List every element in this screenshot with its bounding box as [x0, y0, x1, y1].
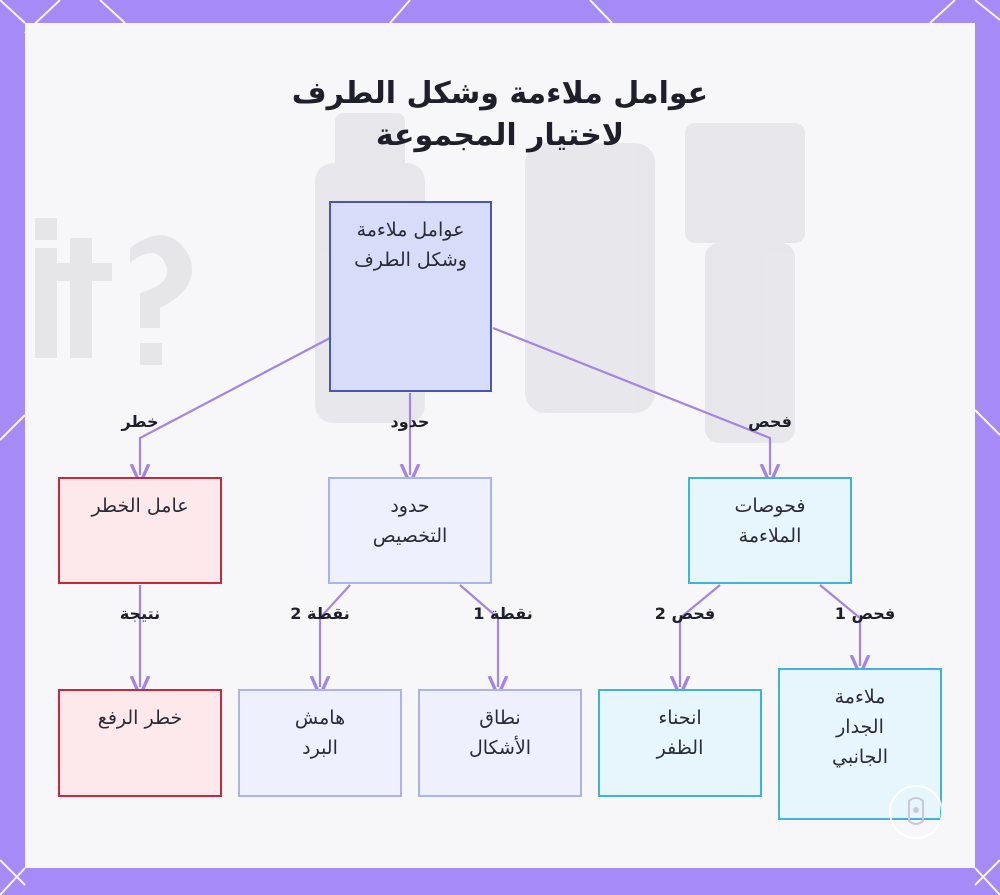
node-shape-range[interactable]: [418, 689, 582, 797]
connector-checks-curve: [680, 585, 720, 687]
edge-label-check-2: فحص 2: [654, 604, 716, 623]
diagram-card: [25, 23, 975, 868]
watermark-badge-icon: [887, 783, 945, 841]
connector-limits-cold: [320, 585, 350, 687]
connector-limits-shape: [460, 585, 498, 687]
node-lift-risk-label: خطر الرفع: [97, 707, 183, 729]
edge-label-check-1: فحص 1: [834, 604, 896, 623]
edge-label-checks: فحص: [748, 412, 792, 431]
node-sidewall-fit-label: ملاءمة الجدار الجانبي: [832, 686, 888, 768]
node-cold-margin[interactable]: [238, 689, 402, 797]
title-line-2: لاختيار المجموعة: [375, 118, 625, 153]
edge-label-result: نتيجة: [119, 604, 161, 623]
node-root-label: عوامل ملاءمة وشكل الطرف: [354, 219, 467, 271]
edge-label-limits: حدود: [390, 412, 430, 431]
node-risk-factor-label: عامل الخطر: [91, 495, 189, 517]
node-shape-range-label: نطاق الأشكال: [468, 707, 532, 759]
edge-label-point-1: نقطة 1: [473, 604, 533, 623]
node-cold-margin-label: هامش البرد: [294, 707, 346, 759]
node-lift-risk[interactable]: [58, 689, 222, 797]
node-root[interactable]: [329, 201, 492, 392]
connector-root-risk: [140, 338, 330, 475]
node-nail-curvature-label: انحناء الظفر: [656, 707, 704, 759]
title-line-1: عوامل ملاءمة وشكل الطرف: [291, 76, 709, 111]
connector-root-checks: [493, 328, 770, 475]
node-customization-limits-label: حدود التخصيص: [372, 495, 448, 547]
node-fit-checks[interactable]: [688, 477, 852, 584]
edge-label-point-2: نقطة 2: [290, 604, 350, 623]
edge-label-risk: خطر: [121, 412, 159, 431]
connector-checks-sidewall: [820, 585, 860, 666]
node-nail-curvature[interactable]: [598, 689, 762, 797]
node-fit-checks-label: فحوصات الملاءمة: [734, 495, 806, 547]
node-customization-limits[interactable]: [328, 477, 492, 584]
node-risk-factor[interactable]: [58, 477, 222, 584]
